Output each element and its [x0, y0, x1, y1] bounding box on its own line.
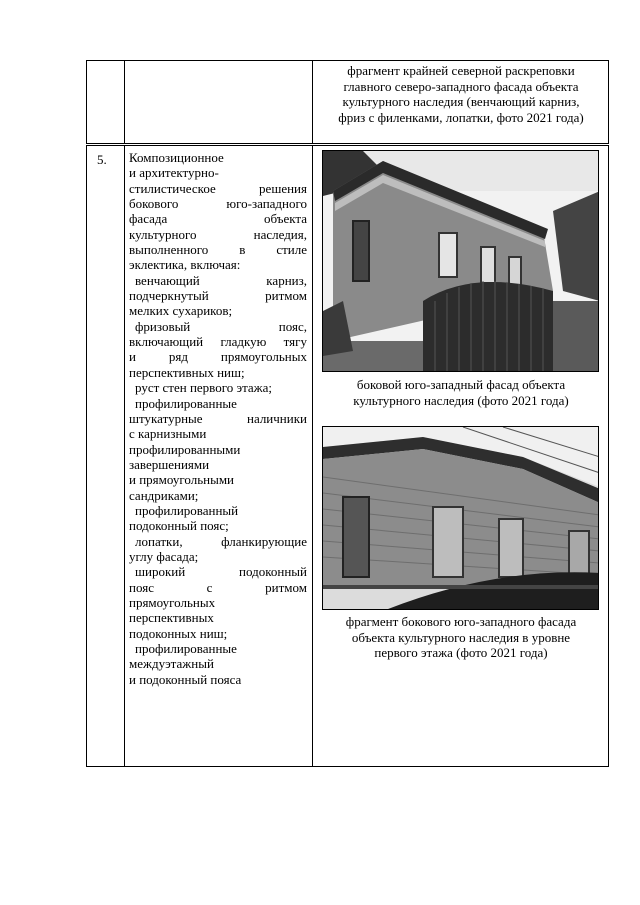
desc-line: бокового юго-западного [129, 196, 307, 212]
desc-line: подоконных ниш; [129, 625, 228, 641]
desc-line: штукатурные наличники [129, 410, 307, 426]
desc-line: и прямоугольными [129, 472, 235, 488]
desc-line: пояс с ритмом [129, 579, 307, 595]
desc-line: междуэтажный [129, 656, 214, 672]
desc-line: углу фасада; [129, 548, 199, 564]
table-border-right [608, 60, 609, 767]
caption-line: объекта культурного наследия в уровне [351, 629, 571, 645]
table-row-divider [86, 143, 609, 146]
desc-line: сандриками; [129, 487, 199, 503]
desc-line: подчеркнутый ритмом [129, 288, 307, 304]
facade-photo-1 [322, 150, 599, 372]
desc-line: перспективных [129, 610, 214, 626]
desc-line: профилированными [129, 441, 241, 457]
facade-photo-2-image [323, 427, 599, 610]
row-number: 5. [97, 152, 107, 167]
desc-line: венчающий карниз, [135, 272, 307, 288]
caption-line: фрагмент крайней северной раскреповки [347, 63, 575, 78]
desc-line: подоконный пояс; [129, 518, 229, 534]
caption-line: главного северо-западного фасада объекта [343, 78, 579, 94]
desc-line: с карнизными [129, 426, 207, 442]
desc-line: и архитектурно- [129, 165, 219, 181]
desc-line: фасада объекта [129, 211, 307, 227]
desc-line: включающий гладкую тягу [129, 334, 307, 350]
facade-photo-1-caption [314, 377, 608, 408]
desc-line: профилированный [135, 502, 239, 518]
desc-line: эклектика, включая: [129, 257, 241, 273]
facade-photo-1-image [323, 151, 599, 372]
desc-line: фризовый пояс, [135, 318, 307, 334]
caption-line: фрагмент бокового юго-западного фасада [345, 614, 577, 629]
desc-line: и ряд прямоугольных [129, 349, 307, 365]
table-col-divider-2 [312, 60, 313, 767]
desc-line: перспективных ниш; [129, 364, 245, 380]
prev-row-caption [314, 63, 608, 125]
facade-photo-2-caption [314, 614, 608, 661]
desc-line: выполненного в стиле [129, 242, 307, 258]
desc-line: и подоконный пояса [129, 671, 242, 687]
desc-line: прямоугольных [129, 594, 216, 610]
desc-line: профилированные [135, 641, 237, 656]
caption-line: боковой юго-западный фасад объекта [356, 377, 566, 392]
desc-line: Композиционное [129, 150, 224, 165]
row-description [129, 150, 307, 687]
caption-line: культурного наследия (венчающий карниз, [342, 94, 580, 109]
caption-line: первого этажа (фото 2021 года) [374, 645, 548, 660]
desc-line: профилированные [135, 395, 237, 411]
table-border-bottom [86, 766, 609, 767]
caption-line: культурного наследия (фото 2021 года) [353, 392, 569, 408]
desc-line: широкий подоконный [135, 564, 307, 580]
table-border-left [86, 60, 87, 767]
desc-line: мелких сухариков; [129, 303, 233, 319]
table-col-divider-1 [124, 60, 125, 767]
table-border-top [86, 60, 609, 61]
desc-line: руст стен первого этажа; [135, 380, 273, 396]
facade-photo-2 [322, 426, 599, 610]
caption-line: фриз с филенками, лопатки, фото 2021 года) [338, 109, 584, 125]
desc-line: стилистическое решения [129, 180, 307, 196]
desc-line: завершениями [129, 456, 210, 472]
desc-line: лопатки, фланкирующие [135, 533, 307, 549]
desc-line: культурного наследия, [129, 226, 307, 242]
